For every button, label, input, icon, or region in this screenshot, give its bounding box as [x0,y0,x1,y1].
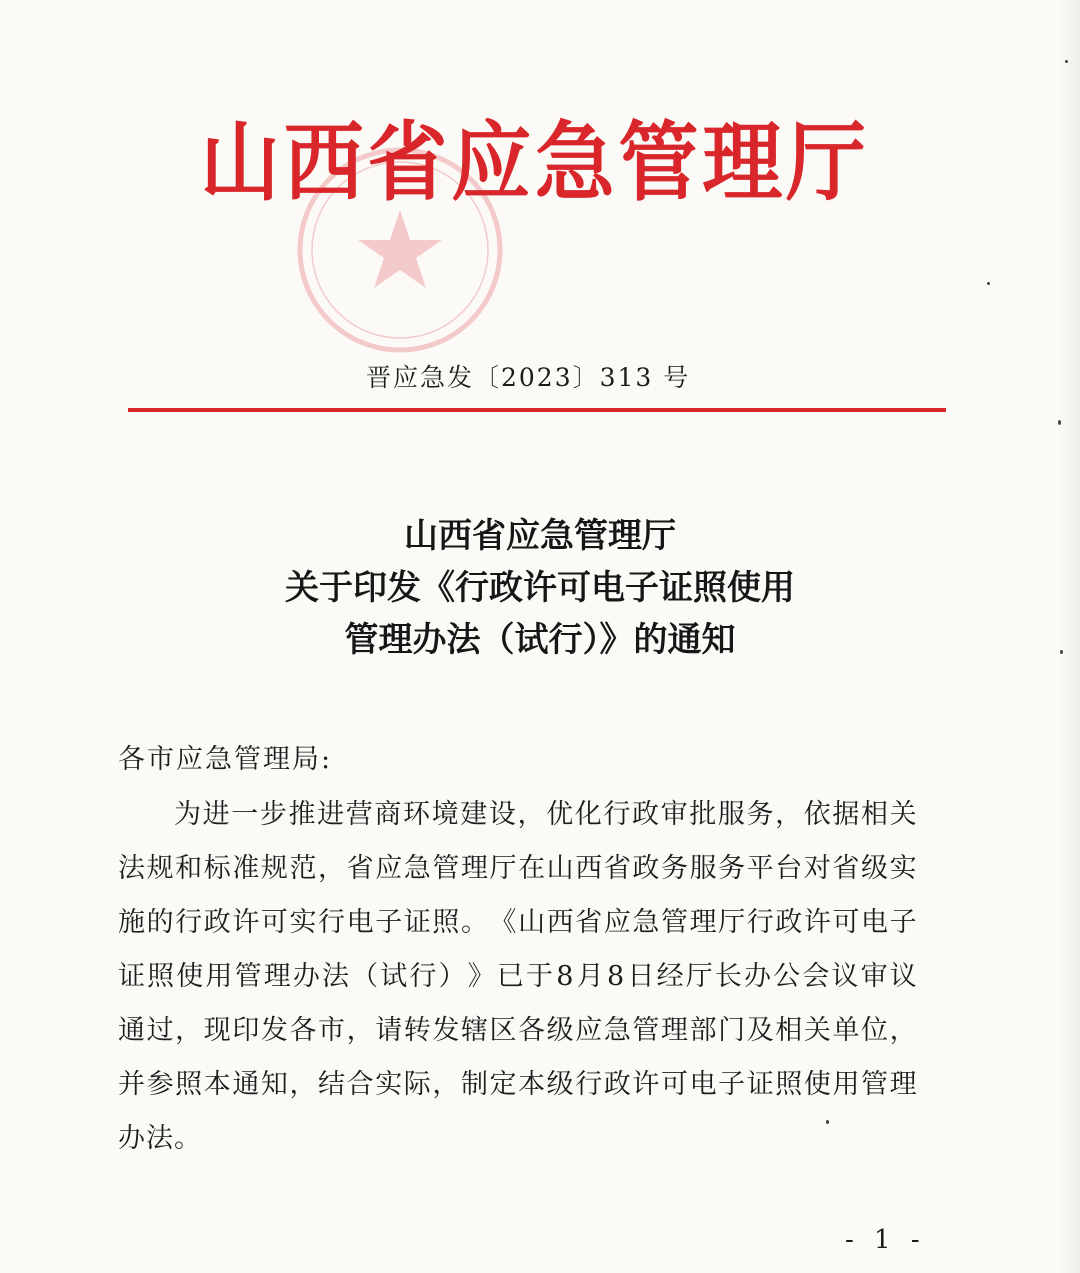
page-number: - 1 - [845,1225,926,1255]
body-line-5: 通 过 ， 现 印 发 各 市 ， 请 转 发 辖 区 各 级 应 急 管 理 部 门 及 相 关 单 位 ， [118,1015,918,1046]
body-line-7: 办法。 [118,1123,202,1154]
body-line-1: 为 进 一 步 推 进 营 商 环 境 建 设 ， 优 化 行 政 审 批 服 务 ， 依 据 相 关 [174,799,918,830]
scan-speck [1065,60,1068,63]
notice-title [130,510,950,666]
title-line-3: 管理办法（试行）》的通知 [344,620,736,660]
scan-speck [1060,650,1063,654]
red-separator-line [128,408,946,412]
body-line-2: 法 规 和 标 准 规 范 ， 省 应 急 管 理 厅 在 山 西 省 政 务 服 务 平 台 对 省 级 实 [118,853,918,884]
title-line-1: 山西省应急管理厅 [404,516,676,556]
body-line-4: 证 照 使 用 管 理 办 法 （ 试 行 ） 》 已 于 8 月 8 日 经 厅 长 办 公 会 议 审 议 [118,961,918,992]
body-line-6: 并 参 照 本 通 知 ， 结 合 实 际 ， 制 定 本 级 行 政 许 可 电 子 证 照 使 用 管 理 [118,1069,918,1100]
body-line-3: 施 的 行 政 许 可 实 行 电 子 证 照 。 《 山 西 省 应 急 管 理 厅 行 政 许 可 电 子 [118,907,918,938]
scan-speck [987,282,990,285]
page-edge-shadow [1058,0,1080,1273]
document-number: 晋应急发〔2023〕313 号 [366,363,691,392]
body-paragraph [118,795,918,1173]
agency-title: 山西省应急管理厅 [200,113,870,213]
title-line-2: 关于印发《行政许可电子证照使用 [285,568,795,608]
scan-speck [1058,420,1061,425]
scan-speck [826,1120,829,1124]
addressee: 各市应急管理局: [118,744,333,775]
